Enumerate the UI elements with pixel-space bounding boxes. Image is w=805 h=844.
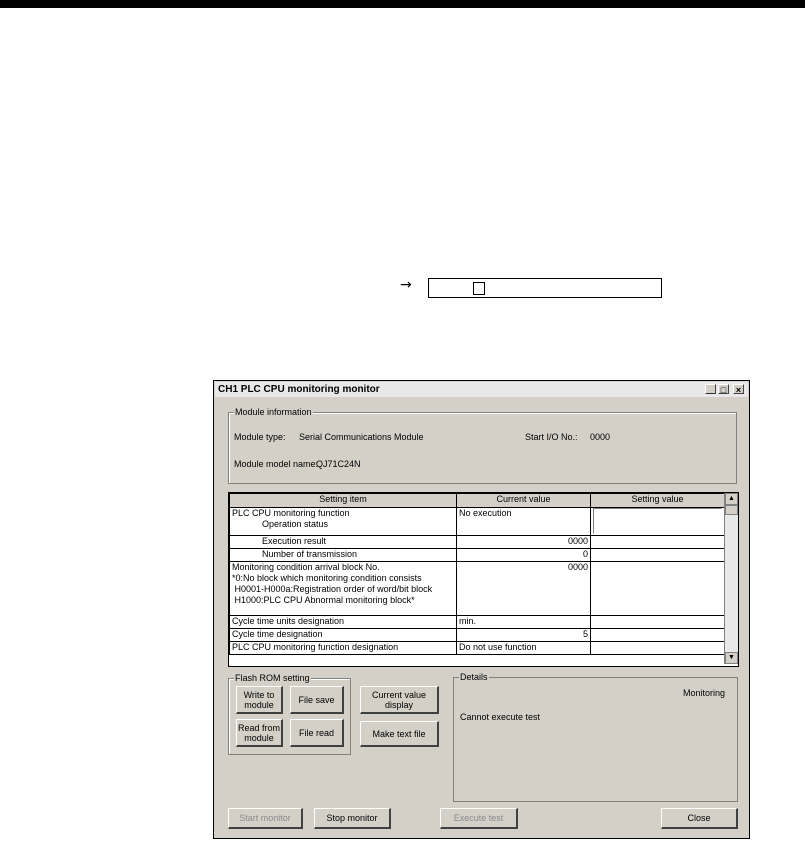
settings-table <box>229 493 725 655</box>
setting-value-cell[interactable] <box>591 508 725 536</box>
setting-value-cell <box>591 536 725 549</box>
column-header: Setting value <box>591 494 725 508</box>
start-monitor-button[interactable]: Start monitor <box>228 808 303 829</box>
setting-value-cell <box>591 562 725 616</box>
module-type-label: Module type: <box>234 432 286 442</box>
details-message: Cannot execute test <box>460 712 541 722</box>
read-from-module-button[interactable]: Read from module <box>236 719 283 747</box>
scroll-up-icon[interactable]: ▲ <box>725 493 738 505</box>
module-information-group <box>228 407 737 484</box>
current-value-cell: 0 <box>457 549 591 562</box>
current-value-cell: 5 <box>457 629 591 642</box>
current-value-cell: Do not use function <box>457 642 591 655</box>
title-bar <box>215 382 748 397</box>
stop-monitor-button[interactable]: Stop monitor <box>314 808 391 829</box>
flash-rom-legend: Flash ROM setting <box>235 673 310 683</box>
details-status: Monitoring <box>682 688 725 698</box>
monitor-window <box>213 380 750 839</box>
current-value-cell: 0000 <box>457 562 591 616</box>
setting-item-cell: Number of transmission <box>230 549 457 562</box>
table-row <box>230 508 725 536</box>
current-value-cell: 0000 <box>457 536 591 549</box>
setting-value-cell <box>591 549 725 562</box>
table-header-row <box>230 494 725 508</box>
setting-value-field[interactable] <box>593 508 722 534</box>
column-header: Setting item <box>230 494 457 508</box>
table-row <box>230 629 725 642</box>
current-value-cell: min. <box>457 616 591 629</box>
start-io-value: 0000 <box>590 432 611 442</box>
setting-value-cell <box>591 616 725 629</box>
write-to-module-button[interactable]: Write to module <box>236 686 283 714</box>
close-window-button[interactable]: × <box>733 384 744 394</box>
setting-item-cell: Execution result <box>230 536 457 549</box>
current-value-cell: No execution <box>457 508 591 536</box>
start-io-label: Start I/O No.: <box>525 432 578 442</box>
setting-value-cell <box>591 629 725 642</box>
table-row <box>230 616 725 629</box>
execute-test-button[interactable]: Execute test <box>440 808 518 829</box>
file-save-button[interactable]: File save <box>290 686 344 714</box>
module-type-value: Serial Communications Module <box>299 432 424 442</box>
page-top-rule <box>0 0 805 8</box>
details-legend: Details <box>460 672 488 682</box>
setting-value-cell <box>591 642 725 655</box>
table-row <box>230 549 725 562</box>
module-information-legend: Module information <box>235 407 312 417</box>
current-value-display-button[interactable]: Current value display <box>360 686 439 714</box>
setting-item-cell: Monitoring condition arrival block No. *0:No block which monitoring condition consists H0001-H000a:Registration order of word/bit block H1000:PLC CPU Abnormal monitoring block* <box>230 562 457 616</box>
table-row <box>230 642 725 655</box>
table-row <box>230 536 725 549</box>
callout-box <box>428 278 662 298</box>
maximize-button[interactable]: □ <box>718 384 729 394</box>
window-title: CH1 PLC CPU monitoring monitor <box>218 384 380 395</box>
minimize-button[interactable]: _ <box>705 384 716 394</box>
module-model-label: Module model name: <box>234 459 319 469</box>
settings-grid <box>228 492 739 667</box>
vertical-scrollbar[interactable] <box>724 493 738 664</box>
close-button[interactable]: Close <box>661 808 738 829</box>
arrow-icon: → <box>400 277 412 293</box>
setting-item-cell: Cycle time units designation <box>230 616 457 629</box>
square-icon <box>473 282 485 295</box>
scroll-thumb[interactable] <box>725 505 738 515</box>
make-text-file-button[interactable]: Make text file <box>360 721 439 747</box>
module-model-value: QJ71C24N <box>316 459 361 469</box>
setting-item-cell: PLC CPU monitoring function designation <box>230 642 457 655</box>
column-header: Current value <box>457 494 591 508</box>
file-read-button[interactable]: File read <box>290 719 344 747</box>
table-row <box>230 562 725 616</box>
scroll-down-icon[interactable]: ▼ <box>725 652 738 664</box>
setting-item-cell: PLC CPU monitoring function Operation status <box>230 508 457 536</box>
setting-item-cell: Cycle time designation <box>230 629 457 642</box>
details-group <box>453 672 738 802</box>
